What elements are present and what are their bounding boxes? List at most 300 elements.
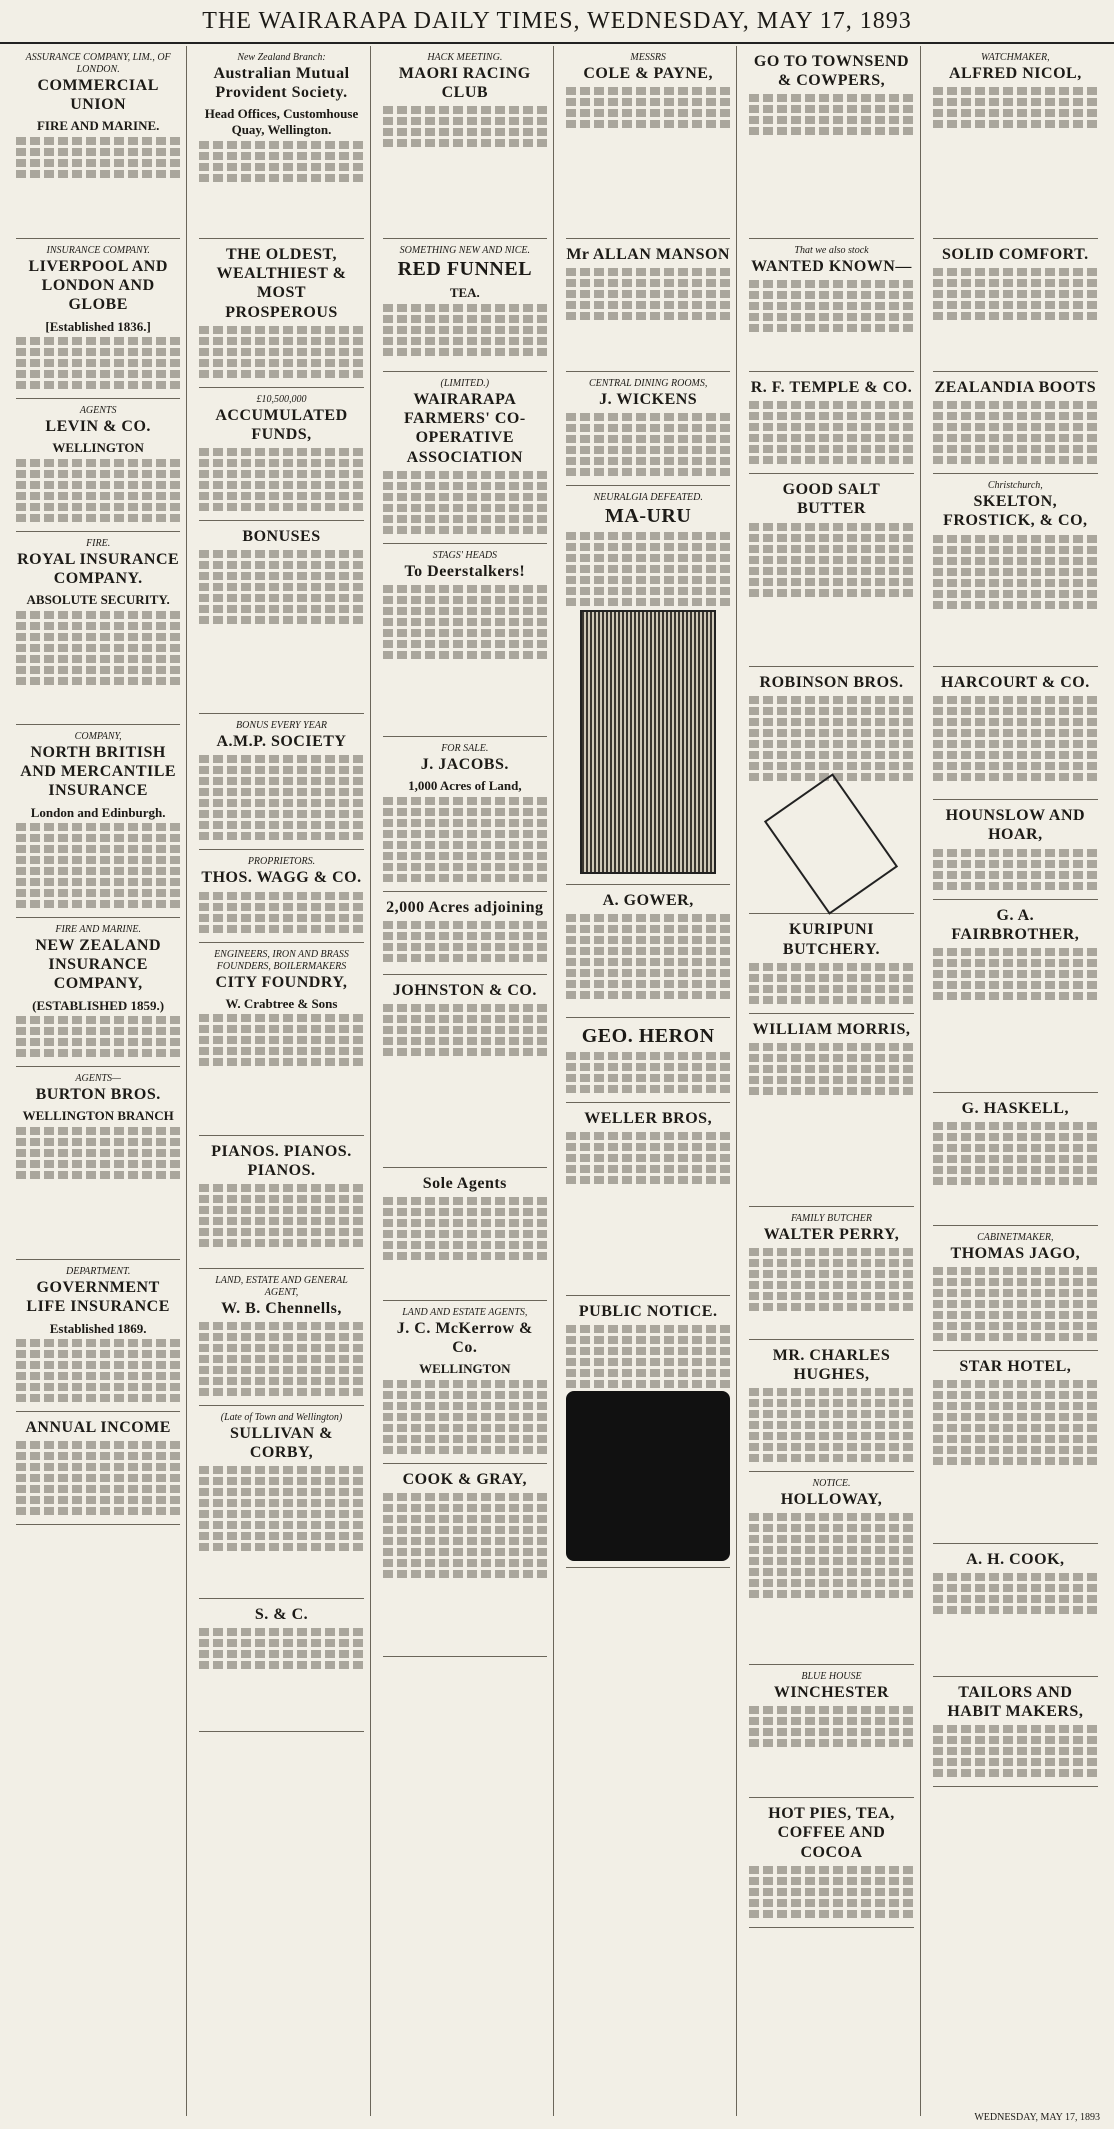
text-line <box>749 1388 913 1396</box>
advertisement <box>933 1544 1098 1677</box>
text-line <box>933 970 1098 978</box>
ad-subheading: HACK MEETING. <box>427 52 503 63</box>
text-line <box>16 137 180 145</box>
text-line <box>749 1910 913 1918</box>
text-line <box>16 1339 180 1347</box>
advertisement <box>16 1067 180 1260</box>
text-line <box>199 492 363 500</box>
text-line <box>933 1311 1098 1319</box>
text-line <box>199 174 363 182</box>
ad-heading: GOVERNMENT LIFE INSURANCE <box>26 1279 170 1316</box>
text-line <box>16 1372 180 1380</box>
text-line <box>383 493 547 501</box>
text-line <box>933 87 1098 95</box>
text-line <box>199 163 363 171</box>
text-line <box>749 1568 913 1576</box>
text-line <box>383 128 547 136</box>
text-line <box>16 148 180 156</box>
text-line <box>749 324 913 332</box>
advertisement <box>749 1340 913 1472</box>
text-line <box>933 751 1098 759</box>
text-line <box>383 640 547 648</box>
ad-heading: J. WICKENS <box>599 391 698 408</box>
ad-heading: MR. CHARLES HUGHES, <box>772 1346 891 1383</box>
text-line <box>749 1281 913 1289</box>
text-line <box>383 504 547 512</box>
text-line <box>933 707 1098 715</box>
ad-subheading: ASSURANCE COMPANY, LIM., OF LONDON. <box>25 52 171 75</box>
advertisement <box>749 46 913 239</box>
text-line <box>749 1043 913 1051</box>
text-line <box>16 370 180 378</box>
ad-body: W. Crabtree & Sons <box>225 995 338 1011</box>
text-line <box>933 1402 1098 1410</box>
text-line <box>199 605 363 613</box>
ad-body: 1,000 Acres of Land, <box>408 777 522 793</box>
ad-subheading: BONUS EVERY YEAR <box>236 720 327 732</box>
text-line <box>933 109 1098 117</box>
text-line <box>16 470 180 478</box>
advertisement <box>16 1412 180 1525</box>
text-line <box>199 799 363 807</box>
text-line <box>383 1424 547 1432</box>
text-line <box>749 963 913 971</box>
text-line <box>199 1355 363 1363</box>
text-line <box>199 1366 363 1374</box>
advertisement <box>16 725 180 918</box>
text-line <box>383 482 547 490</box>
text-line <box>199 1228 363 1236</box>
text-line <box>16 834 180 842</box>
ad-subheading: FIRE. <box>86 537 111 549</box>
text-line <box>199 583 363 591</box>
text-line <box>199 152 363 160</box>
text-line <box>16 514 180 522</box>
ad-heading: Mr ALLAN MANSON <box>566 246 730 263</box>
ad-heading: PUBLIC NOTICE. <box>578 1303 718 1321</box>
text-line <box>383 596 547 604</box>
text-line <box>199 832 363 840</box>
text-line <box>933 1267 1098 1275</box>
text-line <box>566 543 730 551</box>
ad-body: FIRE AND MARINE. <box>36 118 160 134</box>
ad-heading: THOMAS JAGO, <box>950 1244 1081 1262</box>
text-line <box>566 554 730 562</box>
ad-subheading: LAND AND ESTATE AGENTS, <box>402 1306 528 1318</box>
ad-heading: LEVIN & CO. <box>45 418 151 436</box>
text-line <box>933 1155 1098 1163</box>
text-line <box>933 1573 1098 1581</box>
advertisement <box>749 1014 913 1207</box>
text-line <box>199 141 363 149</box>
ad-subheading: NOTICE. <box>812 1478 851 1490</box>
advertisement <box>566 1018 730 1103</box>
ad-subheading: (LIMITED.) <box>440 378 490 389</box>
ad-heading: STAR HOTEL, <box>959 1357 1072 1375</box>
text-line <box>749 291 913 299</box>
text-line <box>199 1206 363 1214</box>
text-line <box>199 370 363 378</box>
text-line <box>199 1543 363 1551</box>
ad-heading: HOLLOWAY, <box>780 1491 883 1509</box>
advertisement <box>933 1351 1098 1544</box>
ad-heading: THE OLDEST, WEALTHIEST & MOST PROSPEROUS <box>216 246 347 321</box>
text-line <box>383 1219 547 1227</box>
ad-subheading: FOR SALE. <box>441 742 489 754</box>
text-line <box>16 823 180 831</box>
ad-subheading: LAND, ESTATE AND GENERAL AGENT, <box>215 1274 348 1298</box>
advertisement <box>16 46 180 239</box>
text-line <box>933 1457 1098 1465</box>
text-line <box>566 98 730 106</box>
advertisement <box>749 1798 913 1928</box>
text-line <box>749 1728 913 1736</box>
text-line <box>383 943 547 951</box>
text-line <box>749 1087 913 1095</box>
text-line <box>933 1424 1098 1432</box>
text-line <box>566 587 730 595</box>
text-line <box>566 576 730 584</box>
text-line <box>933 1177 1098 1185</box>
text-line <box>199 481 363 489</box>
advertisement <box>16 1260 180 1412</box>
text-line <box>749 589 913 597</box>
text-line <box>199 561 363 569</box>
text-line <box>199 810 363 818</box>
ad-subheading: New Zealand Branch: <box>237 52 326 63</box>
text-line <box>933 882 1098 890</box>
advertisement <box>749 474 913 667</box>
text-line <box>16 666 180 674</box>
advertisement <box>933 1093 1098 1226</box>
text-line <box>199 550 363 558</box>
text-line <box>383 515 547 523</box>
text-line <box>16 878 180 886</box>
text-line <box>749 996 913 1004</box>
text-line <box>199 572 363 580</box>
text-line <box>566 413 730 421</box>
advertisement <box>199 1406 363 1599</box>
text-line <box>199 616 363 624</box>
text-line <box>199 766 363 774</box>
column-5 <box>743 46 920 2116</box>
text-line <box>16 655 180 663</box>
text-line <box>566 947 730 955</box>
ad-subheading: SOMETHING NEW AND NICE. <box>399 245 530 256</box>
ad-heading: SULLIVAN & CORBY, <box>230 1424 333 1461</box>
ad-heading: A. H. COOK, <box>966 1550 1065 1568</box>
newspaper-masthead <box>0 8 1114 44</box>
advertisement <box>749 914 913 1013</box>
text-line <box>383 471 547 479</box>
column-2 <box>193 46 370 2116</box>
ad-heading: SOLID COMFORT. <box>942 246 1089 263</box>
text-line <box>199 594 363 602</box>
advertisement <box>383 544 547 737</box>
ad-subheading: CABINETMAKER, <box>977 1231 1054 1243</box>
footer-dateline <box>930 2112 1100 2123</box>
text-line <box>199 1521 363 1529</box>
text-line <box>933 1133 1098 1141</box>
text-line <box>933 773 1098 781</box>
text-line <box>16 633 180 641</box>
text-line <box>566 1176 730 1184</box>
text-line <box>566 936 730 944</box>
text-line <box>16 1350 180 1358</box>
text-line <box>16 1463 180 1471</box>
ad-heading: GEO. HERON <box>581 1025 715 1048</box>
ad-body: London and Edinburgh. <box>30 804 166 820</box>
advertisement <box>383 372 547 544</box>
ad-body: WELLINGTON <box>52 440 144 456</box>
ad-heading: ROYAL INSURANCE COMPANY. <box>17 550 180 588</box>
text-line <box>16 845 180 853</box>
advertisement <box>199 239 363 388</box>
advertisement <box>933 372 1098 474</box>
text-line <box>383 863 547 871</box>
text-line <box>749 1706 913 1714</box>
advertisement <box>566 486 730 885</box>
advertisement <box>383 1301 547 1464</box>
text-line <box>749 762 913 770</box>
text-line <box>566 532 730 540</box>
text-line <box>383 830 547 838</box>
text-line <box>383 1548 547 1556</box>
text-line <box>749 1739 913 1747</box>
ad-body: (ESTABLISHED 1859.) <box>32 997 165 1013</box>
advertisement <box>383 239 547 372</box>
ad-subheading: PROPRIETORS. <box>247 856 316 868</box>
text-line <box>933 1595 1098 1603</box>
text-line <box>933 1758 1098 1766</box>
text-line <box>749 116 913 124</box>
text-line <box>383 1015 547 1023</box>
text-line <box>749 1248 913 1256</box>
text-line <box>749 729 913 737</box>
text-line <box>199 1488 363 1496</box>
text-line <box>199 1388 363 1396</box>
ad-body: Head Offices, Customhouse Quay, Wellington. <box>204 106 359 137</box>
text-line <box>933 959 1098 967</box>
text-line <box>933 1413 1098 1421</box>
text-line <box>566 87 730 95</box>
text-line <box>749 1546 913 1554</box>
text-line <box>383 852 547 860</box>
text-line <box>199 1650 363 1658</box>
text-line <box>566 991 730 999</box>
text-line <box>383 808 547 816</box>
text-line <box>199 1047 363 1055</box>
text-line <box>16 1496 180 1504</box>
advertisement <box>383 1464 547 1657</box>
text-line <box>933 1584 1098 1592</box>
text-line <box>16 359 180 367</box>
text-line <box>566 1143 730 1151</box>
text-line <box>383 1493 547 1501</box>
text-line <box>199 1333 363 1341</box>
column-1 <box>10 46 187 2116</box>
text-line <box>933 740 1098 748</box>
text-line <box>16 492 180 500</box>
text-line <box>933 412 1098 420</box>
ad-heading: NEW ZEALAND INSURANCE COMPANY, <box>35 937 161 993</box>
text-line <box>749 1888 913 1896</box>
text-line <box>933 590 1098 598</box>
text-line <box>566 914 730 922</box>
text-line <box>933 1166 1098 1174</box>
text-line <box>383 954 547 962</box>
ad-body: ABSOLUTE SECURITY. <box>26 592 170 608</box>
ad-body: Established 1869. <box>49 1320 147 1336</box>
text-line <box>749 707 913 715</box>
text-line <box>383 1537 547 1545</box>
text-line <box>933 1300 1098 1308</box>
text-line <box>749 280 913 288</box>
text-line <box>199 1661 363 1669</box>
ad-heading: SKELTON, FROSTICK, & CO, <box>943 493 1088 530</box>
ad-heading: JOHNSTON & CO. <box>392 981 537 999</box>
text-line <box>16 503 180 511</box>
text-line <box>933 860 1098 868</box>
text-line <box>199 1639 363 1647</box>
text-line <box>383 932 547 940</box>
text-line <box>383 1252 547 1260</box>
ad-heading: WELLER BROS, <box>584 1110 713 1128</box>
text-line <box>749 1877 913 1885</box>
ad-subheading: (Late of Town and Wellington) <box>220 1411 343 1423</box>
text-line <box>16 1507 180 1515</box>
text-line <box>566 1336 730 1344</box>
advertisement <box>199 1136 363 1269</box>
text-line <box>749 1454 913 1462</box>
text-line <box>383 1208 547 1216</box>
text-line <box>566 457 730 465</box>
text-line <box>566 1132 730 1140</box>
text-line <box>749 1076 913 1084</box>
text-line <box>16 1474 180 1482</box>
advertisement <box>933 474 1098 667</box>
text-line <box>749 740 913 748</box>
bottle-engraving <box>580 610 715 874</box>
advertisement <box>383 737 547 892</box>
ad-heading: A.M.P. SOCIETY <box>216 733 347 751</box>
ad-heading: PIANOS. PIANOS. PIANOS. <box>211 1142 352 1179</box>
text-line <box>199 821 363 829</box>
ad-body: TEA. <box>449 285 480 300</box>
text-line <box>566 120 730 128</box>
text-line <box>383 819 547 827</box>
ad-heading: LIVERPOOL AND LONDON AND GLOBE <box>28 258 168 314</box>
ad-heading: TAILORS AND HABIT MAKERS, <box>947 1683 1084 1720</box>
text-line <box>933 948 1098 956</box>
advertisement <box>749 1472 913 1665</box>
advertisement <box>933 46 1098 239</box>
text-line <box>749 567 913 575</box>
text-line <box>933 98 1098 106</box>
text-line <box>749 1557 913 1565</box>
text-line <box>933 535 1098 543</box>
ad-heading: R. F. TEMPLE & CO. <box>750 379 913 396</box>
advertisement <box>383 892 547 975</box>
text-line <box>199 503 363 511</box>
text-line <box>749 456 913 464</box>
ad-subheading: CENTRAL DINING ROOMS, <box>588 378 708 389</box>
advertisement <box>933 1226 1098 1351</box>
text-line <box>16 159 180 167</box>
text-line <box>566 1380 730 1388</box>
text-line <box>199 892 363 900</box>
text-line <box>383 1241 547 1249</box>
ad-heading: A. GOWER, <box>602 892 694 910</box>
advertisement <box>933 239 1098 372</box>
text-line <box>16 644 180 652</box>
ad-subheading: That we also stock <box>794 245 869 256</box>
text-line <box>566 435 730 443</box>
text-line <box>383 1435 547 1443</box>
ad-heading: J. C. McKerrow & Co. <box>396 1319 533 1356</box>
text-line <box>566 565 730 573</box>
text-line <box>16 337 180 345</box>
ad-heading: WILLIAM MORRIS, <box>752 1020 911 1038</box>
text-line <box>933 1380 1098 1388</box>
ad-subheading: NEURALGIA DEFEATED. <box>593 492 703 504</box>
text-line <box>749 1432 913 1440</box>
text-line <box>199 1184 363 1192</box>
text-line <box>749 751 913 759</box>
advertisement <box>199 521 363 714</box>
advertisement <box>16 918 180 1067</box>
text-line <box>749 1866 913 1874</box>
text-line <box>749 578 913 586</box>
text-line <box>383 1380 547 1388</box>
advertisement <box>16 532 180 725</box>
text-line <box>933 568 1098 576</box>
newspaper-columns <box>10 46 1104 2116</box>
text-line <box>933 762 1098 770</box>
ad-heading: WANTED KNOWN— <box>751 258 912 275</box>
text-line <box>16 1383 180 1391</box>
text-line <box>383 1504 547 1512</box>
advertisement <box>566 1103 730 1296</box>
text-line <box>933 434 1098 442</box>
advertisement <box>199 714 363 850</box>
ad-heading: G. A. FAIRBROTHER, <box>951 906 1080 943</box>
text-line <box>16 1016 180 1024</box>
text-line <box>16 1127 180 1135</box>
advertisement <box>749 667 913 914</box>
text-line <box>749 1899 913 1907</box>
text-line <box>749 1259 913 1267</box>
text-line <box>383 304 547 312</box>
text-line <box>933 301 1098 309</box>
ad-heading: ROBINSON BROS. <box>759 674 904 692</box>
text-line <box>383 1230 547 1238</box>
text-line <box>383 348 547 356</box>
advertisement <box>199 1599 363 1732</box>
text-line <box>933 1725 1098 1733</box>
text-line <box>199 470 363 478</box>
text-line <box>749 1590 913 1598</box>
text-line <box>199 459 363 467</box>
text-line <box>566 980 730 988</box>
text-line <box>933 1333 1098 1341</box>
text-line <box>749 313 913 321</box>
text-line <box>749 1579 913 1587</box>
text-line <box>749 302 913 310</box>
text-line <box>933 268 1098 276</box>
text-line <box>749 1717 913 1725</box>
masthead-title: THE WAIRARAPA DAILY TIMES, WEDNESDAY, MAY 17, 1893 <box>202 8 912 34</box>
